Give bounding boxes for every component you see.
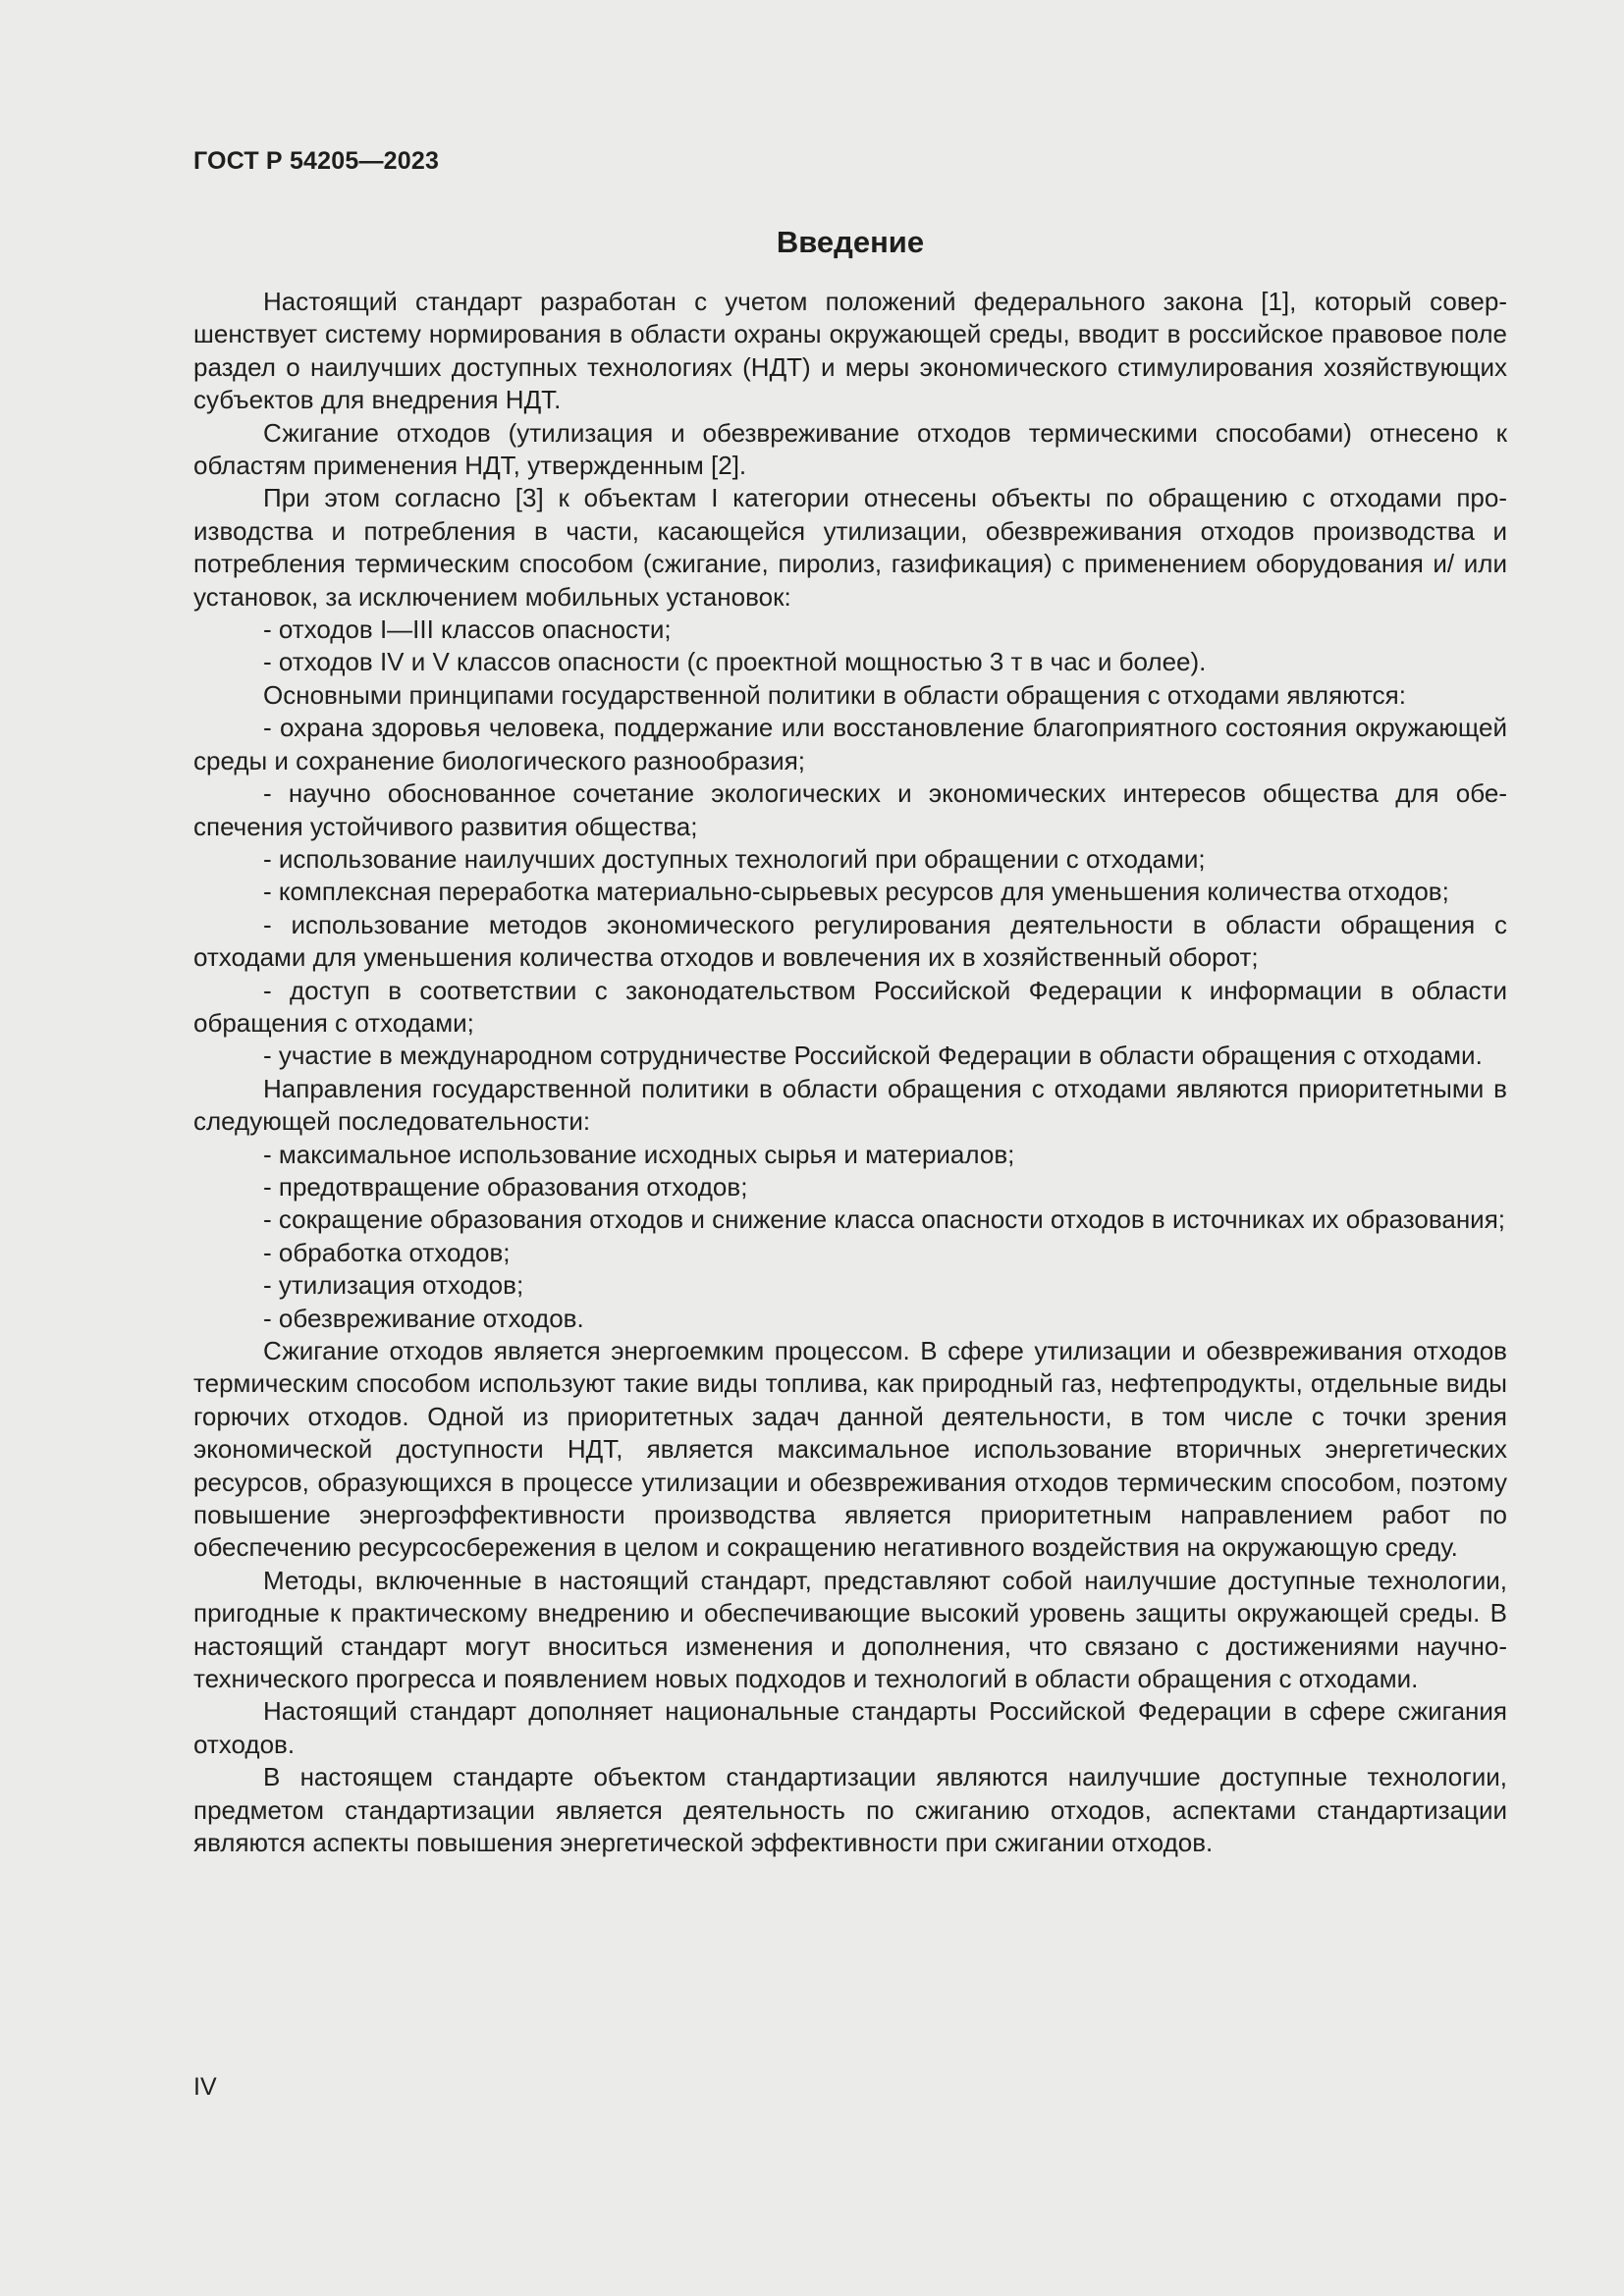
list-item: - максимальное использование исходных сырья и материалов;: [263, 1139, 1015, 1169]
list-item: - предотвращение образования отходов;: [263, 1171, 748, 1201]
list-item: - участие в международном сотрудничестве Российской Федерации в области обращения с отходами.: [263, 1041, 1483, 1071]
paragraph: Настоящий стандарт разработан с учетом положений федерального закона [1], который совершенствует систему нормирования в области охраны окружающей среды, вводит в российское правовое поле раздел о наилучших доступных технологиях (НДТ) и меры экономического стимулирования хозяйствующих субъектов для внедрения НДТ.: [193, 287, 1507, 415]
list-item: - обезвреживание отходов.: [263, 1303, 584, 1333]
page-number: IV: [193, 2073, 217, 2101]
list-item: - обработка отходов;: [263, 1237, 511, 1267]
list-item: - охрана здоровья человека, поддержание или восстановление благоприятного состояния окружающей среды и сохранение биологического разнообразия;: [193, 713, 1507, 775]
paragraph: Сжигание отходов (утилизация и обезвреживание отходов термическими способами) отнесено к областям применения НДТ, утвержденным [2].: [193, 417, 1507, 481]
list-item: - отходов I—III классов опасности;: [263, 614, 672, 645]
list-item: - сокращение образования отходов и снижение класса опасности отходов в источниках их образования;: [263, 1204, 1506, 1235]
list-item: - утилизация отходов;: [263, 1270, 524, 1301]
document-code: ГОСТ Р 54205—2023: [193, 147, 440, 175]
list-item: - использование наилучших доступных технологий при обращении с отходами;: [263, 843, 1206, 874]
list-item: - научно обоснованное сочетание экологических и экономических интересов общества для обеспечения устойчивого развития общества;: [193, 778, 1507, 841]
body-text: [193, 286, 1507, 1860]
paragraph: При этом согласно [3] к объектам I категории отнесены объекты по обращению с отходами производства и потребления в части, касающейся утилизации, обезвреживания отходов производства и потребления термическим способом (сжигание, пиролиз, газификация) с применением оборудования и/ или установок, за исключением мобильных установок:: [193, 483, 1507, 612]
paragraph: Основными принципами государственной политики в области обращения с отходами являются:: [263, 679, 1406, 710]
paragraph: Настоящий стандарт дополняет национальные стандарты Российской Федерации в сфере сжигания отходов.: [193, 1696, 1507, 1759]
paragraph: Направления государственной политики в области обращения с отходами являются приоритетными в следующей последовательности:: [193, 1073, 1507, 1137]
list-item: - отходов IV и V классов опасности (с проектной мощностью 3 т в час и более).: [263, 647, 1207, 677]
paragraph: Сжигание отходов является энергоемким процессом. В сфере утилизации и обезвреживания отходов термическим способом используют такие виды топлива, как природный газ, нефтепродукты, отдельные виды горючих отходов. Одной из приоритетных задач данной деятельности, в том числе с точки зрения экономической доступности НДТ, является максимальное использование вторичных энергетических ресурсов, образующихся в процессе утилизации и обезвреживания отходов термическим способом, поэтому повышение энергоэффективности производства является приоритетным направлением работ по обеспечению ресурсосбережения в целом и сокращению негативного воздействия на окружающую среду.: [193, 1336, 1507, 1563]
list-item: - использование методов экономического регулирования деятельности в области обращения с отходами для уменьшения количества отходов и вовлечения их в хозяйственный оборот;: [193, 909, 1507, 973]
list-item: - доступ в соответствии с законодательством Российской Федерации к информации в области обращения с отходами;: [193, 975, 1507, 1038]
list-item: - комплексная переработка материально-сырьевых ресурсов для уменьшения количества отходов;: [263, 877, 1449, 907]
paragraph: Методы, включенные в настоящий стандарт, представляют собой наилучшие доступные технологии, пригодные к практическому внедрению и обеспечивающие высокий уровень защиты окружающей среды. В настоящий стандарт могут вноситься изменения и дополнения, что связано с достижениями научно-технического прогресса и появлением новых подходов и технологий в области обращения с отходами.: [193, 1565, 1507, 1694]
paragraph: В настоящем стандарте объектом стандартизации являются наилучшие доступные технологии, предметом стандартизации является деятельность по сжиганию отходов, аспектами стандартизации являются аспекты повышения энергетической эффективности при сжигании отходов.: [193, 1762, 1507, 1858]
section-title: Введение: [776, 225, 925, 259]
